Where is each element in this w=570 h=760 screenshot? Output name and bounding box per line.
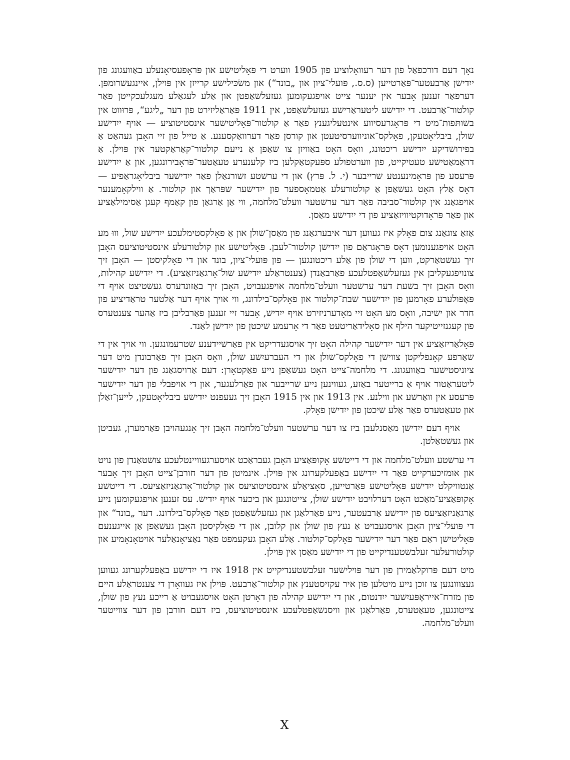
paragraph-1: נאָך דעם דורכפאַל פון דער רעוואָלוציע פון 1905 ווערט די פּאָליטישע און פּראָפעסיאָנעלע באַוועגונג פון ייִדישן אַרבעטער־פּאַרטייען (ס.ס., פּועלי־ציון און „בונד“) און משׂכּילישע קרייזן אין פּוילן, איינגעשרומפּן. דערפאַר זענען אָבער אין יענער צייט אויפגעקומען געזעלשאַפטן און אַלע לעגאַלע מעגלעכקייטן פאַר קולטור־אַרבעט. די ייִדישע ליטעראַרישע געזעלשאַפט, אין 1911 פּאַראַליזירט פון דער „ליגע“, פּרוּווט אין בשותּפות־מיט די פּראָגרעסיווע אינטעליגענץ פאַר אַ קולטור־פּאָליטישער אינסטיטוציע — אויף ייִדישע שולן, ביבליאָטעקן, פאָלקס־אוניווערסיטעטן און קורסן פאַר דערוואַקסענע. אַ טייל פון זיי האָבן געהאַט אַ בפירושדיקע ייִדישע ריכטונג, וואָס האָט באַוויזן צו שאַפן אַ נייעם קולטור־קאַראַקטער אין פּוילן. אַ דראַמאַטישע טעטיקייט, פון ווערטפולע ספּעקטאַקלען ביז קלענערע טעאַטער־פּראָבירונגען, און אַ ייִדישע פּרעסע פון פּראָמינענטע שרייבער (י. ל. פּרץ) און די ערשטע זשורנאַלן פאַר ייִדישער ביבליאָגראַפיע — דאָס אַלץ האָט געשאַפן אַ קולטורעלע אַטמאָספער פון ייִדישער שפּראַך און קולטור. אַ ווילקאָמענער אויפגאַנג אין קולטור־סביבה פאַר דער ערשטער וועלט־מלחמה, ווי אַן אַרגאַן פון קאַמף קעגן אַסימילאַציע און פאַר פּראָדוקטיוויזאַציע פון די ייִדישע מאַסן. <box>98 65 474 222</box>
paragraph-5: די ערשטע וועלט־מלחמה און די דייטשע אָקופּאַציע האָבן געבראַכט אויסערגעוויינטלעכע צושטאַנדן פון נויט און אומזיכערקייט פאַר די ייִדישע באַפעלקערונג אין פּוילן. אינמיטן פון דער חורבן־צייט האָבן זיך אָבער אַנטוויקלט ייִדישע פּאָליטישע פּאַרטייען, סאָציאַלע אינסטיטוציעס און קולטור־אָרגאַניזאַציעס. די דייטשע אָקופּאַציע־מאַכט האָט דערלויבט ייִדישע שולן, צייטונגען און ביכער אויף ייִדיש. עס זענען אויפגעקומען נייע אַרגאַניזאַציעס פון ייִדישע אַרבעטער, נייע פאַרלאַגן און געזעלשאַפטן פאַר פאָלקס־בילדונג. דער „בונד“ און די פּועלי־ציון האָבן אויסגעבויט אַ נעץ פון שולן און קלובן, און די פאָלקיסטן האָבן געשאַפן אַן אייגענעם פּאָליטישן ראַם פאַר דער ייִדישער פאָלקס־קולטור. אַלע האָבן געקעמפט פאַר נאַציאָנאַלער אויטאָנאָמיע און קולטורעלער זעלבשטענדיקייט פון די ייִדישע מאַסן אין פּוילן. <box>98 454 474 559</box>
paragraph-3: פּאָלאַריזאַציע אין דער ייִדישער קהילה האָט זיך אויסגעדריקט אין פאַרשיידענע שטרעמונגען. ווי אויך אין די שאַרפע קאָנפליקטן צווישן די פאָלקס־שולן און די העברעיִשע שולן, וואָס האָבן זיך פאַרבונדן מיט דער ציוניסטישער באַוועגונג. די מלחמה־צייט האָט געשאַפן נייע פאַקטאָרן: דעם אַרויסגאַנג פון דער ייִדישער ליטעראַטור אויף אַ ברייטער באַזע, געווינען נייע שרייבער און פאַרלעגער, און די אויפבלי פון דער ייִדישער פּרעסע אין וואַרשע און ווילנע. אין 1913 און אין 1915 האָבן זיך געעפנט ייִדישע ביבליאָטעקן, לייען־זאַלן און טעאַטערס פאַר אַלע שיכטן פון ייִדישן פאָלק. <box>98 339 474 417</box>
paragraph-2: אַזאַ צוגאַנג צום פאָלק איז געווען דער איבערגאַנג פון מאַסן־שולן און אַ פאָלקסטימלעכע ייִדישע שול, וווּ מע האָט אויפגענומען דאָס פּראָגראַם פון ייִדישן קולטור־לעבן. פּאָליטישע און קולטורעלע אינסטיטוציעס האָבן זיך געשטאַרקט, ווען די שולן פון אַלע ריכטונגען — פון פּועלי־ציון, בונד און די פאָלקיסטן — האָבן זיך צונויפגעקליבן אין געזעלשאַפטלעכע פאַרבאַנדן (צענטראַלע ייִדישע שול־אָרגאַניזאַציע). די ייִדישע קהילות, וואָס האָבן זיך בשעת דער ערשטער וועלט־מלחמה אויפגעבויט, האָבן זיך באַזונדערס געשטיצט אויף די פּאָפּולערע פאָרמען פון ייִדישער שבת־קולטור און פאָלקס־בילדונג, ווי אויך אויף דער אַלטער טראַדיציע פון חדר און ישיבה, וואָס מע האָט זיי מאָדערניזירט אויף ייִדיש, אָבער זיי זענען פאַרבליבן ביז אַהער צענטערס פון קעגנזייטיקער הילף און סאָלידאַריטעט פאַר די אָרעמע שיכטן פון ייִדישן לאַנד. <box>98 228 474 332</box>
body-text <box>98 64 474 635</box>
page-number: X <box>280 718 290 732</box>
paragraph-4: אויף דעם ייִדישן מאַסנלעבן ביז צו דער ערשטער וועלט־מלחמה האָבן זיך אָנגעהויבן פאַרמערן, געביטן און געשטאַלטן. <box>98 423 474 448</box>
paragraph-6: מיט דעם פּרוקלאַמירן פון דער פּוילישער זעלבשטענדיקייט אין 1918 איז די ייִדישע באַפעלקערונג געווען געצווונגען צו זוכן נייע מיטלען פון איר עקזיסטענץ און קולטור־אַרבעט. פּוילן איז געוואָרן די צענטראַלע היים פון מזרח־אייראָפּעיִשער ייִדנטום, און די ייִדישע קהילה פון דאָרטן האָט אויסגעבויט אַ רייכע נעץ פון שולן, צייטונגען, טעאַטערס, פאַרלאַגן און וויסנשאַפטלעכע אינסטיטוציעס, ביז דעם חורבן פון דער צווייטער וועלט־מלחמה. <box>98 565 474 630</box>
